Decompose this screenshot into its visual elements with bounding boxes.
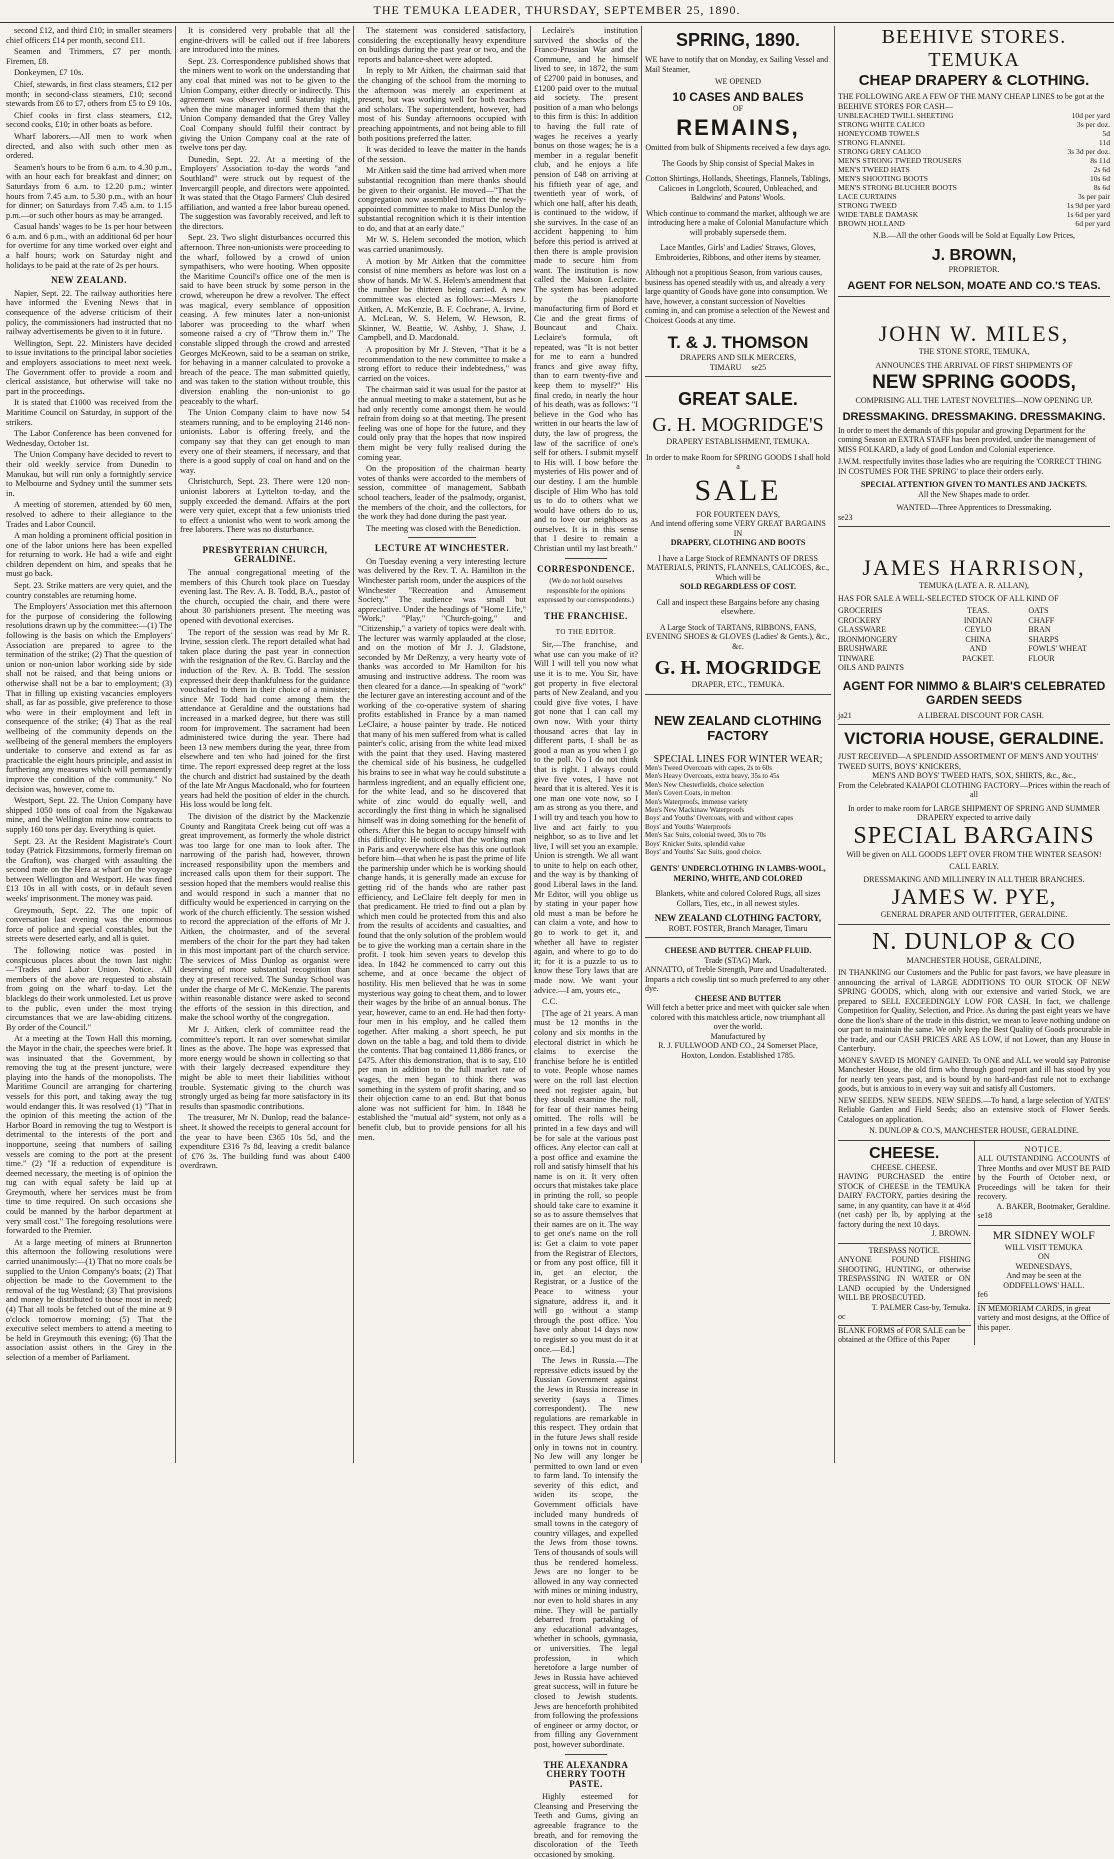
miles-jwm: J.W.M. respectfully invites those ladies who are requiring the 'CORRECT THING IN COSTUMES FOR THE SPRING' to place their orders early. — [838, 457, 1102, 476]
miles-comprising: COMPRISING ALL THE LATEST NOVELTIES—NOW OPENING UP. — [855, 396, 1093, 405]
goods-item: OILS AND PAINTS — [838, 663, 904, 672]
annatto-trade: Trade (STAG) Mark. — [704, 955, 772, 965]
wolf-day: WEDNESDAYS, — [1015, 1261, 1072, 1271]
col1-nz — [6, 289, 172, 1363]
nzcf-special: SPECIAL LINES FOR WINTER WEAR; — [653, 753, 823, 765]
miles-name: JOHN W. MILES, — [878, 321, 1070, 346]
col2-news — [180, 26, 350, 535]
notice-code: se18 — [977, 1211, 993, 1220]
item-name: BROWN HOLLAND — [838, 219, 905, 228]
spring-goods: The Goods by Ship consist of Special Makes in — [662, 158, 814, 168]
article-paragraph: At a large meeting of miners at Brunnerton this afternoon the following resolutions were carried unanimously:—(1) That no more coals be supplied to the Union Company's boats; (2) That objection be made to the Government to the removal of the tug Westland; (3) That provisions and money be distributed to those most in need; (4) That all tools be fetched out of the mine at 9 o'clock tomorrow morning; (5) That the executive select members to attend a meeting to be held in Greymouth this evening; (6) That the association assist others in the Grey in the selection of a member of Parliament. — [6, 1237, 172, 1362]
article-paragraph: The Union Company have decided to revert to their old weekly service from Dunedin to Manukau, but will run only a fortnightly service to Melbourne and Sydney until the summer sets in. — [6, 450, 172, 498]
divider — [408, 537, 475, 538]
nzcf-title: NEW ZEALAND CLOTHING FACTORY — [654, 712, 822, 743]
sale-dept: DRAPERY, CLOTHING AND BOOTS — [670, 538, 806, 547]
tea-item: PACKET. — [962, 653, 994, 663]
dunlop-name: N. DUNLOP & CO — [872, 928, 1076, 955]
divider — [565, 1754, 607, 1755]
column-3 — [358, 26, 526, 1463]
sale-word: SALE — [694, 473, 782, 507]
ad-wolf — [978, 1225, 1111, 1300]
tea-item: TEAS. — [967, 606, 990, 615]
clothing-line-item: Men's New Mackinaw Waterproofs — [645, 806, 745, 815]
sale-firm: G. H. MOGRIDGE'S — [652, 414, 824, 436]
victoria-mens: MEN'S AND BOYS' TWEED HATS, SOX, SHIRTS, &c., &c., — [872, 771, 1076, 780]
blank-forms: BLANK FORMS of FOR SALE can be obtained at the Office of this Paper — [838, 1325, 971, 1345]
miles-store: THE STONE STORE, TEMUKA, — [918, 347, 1030, 356]
annatto-firm: R. J. FULLWOOD AND CO., 24 Somerset Place, Hoxton, London. Established 1785. — [658, 1041, 818, 1060]
article-paragraph: The Employers' Association met this afternoon for the purpose of considering the following resolutions drawn up by the committee:—(1) The following is the basis on which the Employers' Association are prepared to agree to the termination of the strike; (2) That the question of union or non-union labor working side by side shall not be raised, and that being unions or otherwise shall not be a bar to employment; (3) That in filling up existing vacancies employers shall, as far as possible, give preference to those who were in their employment and left in consequence of the strike; (4) That as the real wellbeing of the community depends on the wellbeing of the general members the employers undertake to conserve and extend as far as practicable the eight hours principle, and assist in furthering any measures which will permanently improve the condition of the community." No decision was, however, come to. — [6, 602, 172, 794]
miles-special: SPECIAL ATTENTION GIVEN TO MANTLES AND JACKETS. — [860, 480, 1088, 489]
price-row — [838, 147, 1110, 156]
price-row — [838, 219, 1110, 228]
article-paragraph: Chief cooks in first class steamers, £12, second cooks, £10; in other boats as before. — [6, 110, 172, 130]
nzcf-blankets: Blankets, white and colored Colored Rugs, all sizes Collars, Ties, etc., in all newest styles. — [655, 889, 821, 908]
beehive-nb: N.B.—All the other Goods will be Sold at Equally Low Prices, — [873, 231, 1075, 240]
article-paragraph: Chief, stewards, in first class steamers, £12 per month; in second-class steamers, £10; second stewards from £6 to £7, others from £5 to £9 10s. — [6, 79, 172, 109]
miles-spring: NEW SPRING GOODS, — [872, 372, 1076, 393]
harrison-agent: AGENT FOR NIMMO & BLAIR'S CELEBRATED GARDEN SEEDS — [842, 678, 1106, 707]
article-paragraph: Sept. 23. Strike matters are very quiet, and the country constables are returning home. — [6, 581, 172, 600]
col4-jews — [534, 1356, 638, 1749]
cheese-sub: CHEESE. CHEESE. — [871, 1162, 938, 1172]
spring-list: Cotton Shirtings, Hollands, Sheetings, Flannels, Tablings, Calicoes in Longcloth, Scoured, Unbleached, and Baldwins' and Patons' Wools. — [645, 174, 831, 202]
miles-shapes: All the New Shapes made to order. — [918, 489, 1030, 499]
nzcf-underclothing: GENTS' UNDERCLOTHING IN LAMBS-WOOL, MERINO, WHITE, AND COLORED — [650, 864, 826, 883]
nzcf-lines — [645, 764, 831, 856]
article-paragraph: A meeting of storemen, attended by 60 men, resolved to adhere to their allegiance to the Trades and Labor Council. — [6, 500, 172, 529]
cheese-sign: J. BROWN. — [931, 1229, 971, 1238]
miles-code: se23 — [838, 512, 853, 522]
cheese-body: HAVING PURCHASED the entire STOCK of CHEESE in the TEMUKA DAIRY FACTORY, parties desiring the same, in any quantity, can have it at 4½d (net cash) per lb, by applying at the factory during the next 10 days. — [838, 1172, 971, 1229]
clothing-line-item: Men's Waterproofs, immense variety — [645, 797, 748, 806]
notice-sign: A. BAKER, Bootmaker, Geraldine. — [996, 1201, 1110, 1211]
dunlop-house: MANCHESTER HOUSE, GERALDINE, — [906, 955, 1042, 965]
item-name: STRONG FLANNEL — [838, 138, 905, 147]
letter-paragraph: Sir,—The franchise, and what use can you make of it? Will I will tell you now what use it is to me. You Sir, have got property in five electoral parts of New Zealand, and you could give five votes, I have got none that I can call my own now. With your thirty thousand acres that lay in different parts, I shall be as good a man as you when I go to the poll. No I do not think that is right. I always could give five votes, I have not heard that it is altered. Yes it is one man one vote now, so I am as strong as you there, and I will try and teach you how to live and act fairly to you neighbor, so as to live and let live, I will set you an example. Union is strength. We all want to unite to help on each other, and the way is by thanking of good Liberal laws in the land. Mr Editor, will you oblige us by stating in your paper how old must a man be before he can claim a vote, and how to go to work to get it, and whether all have to register again, and where to go to do it; for it is a puzzle to us to know these Tory laws that are made now. We want your advice.—I am, yours etc., — [534, 640, 638, 995]
article-paragraph: Wellington, Sept. 22. Ministers have decided to issue invitations to the principal labor societies and employers associations to meet next week. The Government offer to provide a room and clerical assistance, but otherwise will take no part in the proceedings. — [6, 338, 172, 396]
article-paragraph: The annual congregational meeting of the members of this Church took place on Tuesday evening last. The Rev. A. B. Todd, B.A., pastor of the church, occupied the chair, and there were about 30 parishioners present. The meeting was opened with devotional exercises. — [180, 568, 350, 626]
sale-firm2: G. H. MOGRIDGE — [654, 657, 822, 679]
article-paragraph: Casual hands' wages to be 1s per hour between 6 a.m. and 6 p.m., with an additional 6d per hour for overtime for any time worked over eight and a half hours; work on Saturday night and holidays to be paid at the rate of 2s per hours. — [6, 222, 172, 270]
price-row — [838, 165, 1110, 174]
clothing-line-item: Boys' and Youths' Sac Suits, good choice. — [645, 848, 762, 857]
victoria-dress: DRESSMAKING AND MILLINERY IN ALL THEIR BRANCHES. — [863, 874, 1085, 884]
ad-great-sale — [645, 389, 831, 695]
tea-item: CHINA — [965, 634, 991, 644]
correspondence-note: (We do not hold ourselves responsible for the opinions expressed by our correspondents.) — [538, 577, 634, 605]
notice-title: NOTICE. — [1024, 1144, 1063, 1154]
ad-cheese-butter — [645, 946, 831, 1060]
item-price: 3s per doz. — [1076, 120, 1110, 129]
spring-of: OF — [732, 103, 744, 113]
correspondence-heading: CORRESPONDENCE. — [537, 563, 635, 574]
col3-church — [358, 26, 526, 533]
annatto-head: CHEESE AND BUTTER. CHEAP FLUID. — [664, 946, 812, 956]
goods-item: FOWLS' WHEAT — [1028, 644, 1087, 653]
goods-item: SHARPS — [1028, 634, 1059, 644]
price-row — [838, 138, 1110, 147]
article-paragraph: Leclaire's institution survived the shocks of the Franco-Prussian War and the Commune, and he himself lived to see, in 1872, the sum of £2700 paid in bonuses, and £1200 paid over to the mutual aid society. The present position of a man who belongs to this firm is this: In addition to having the full rate of wages he receives a yearly bonus on those wages; he is a member in a regular benefit club, and he enjoys a life pension of £48 on arriving at his fiftieth year of age, and twentieth year of work, of which one half, after his death, is continued to the widow, if she survives. In the case of an accident happening to him before this period is arrived at then there is ample provision made to secure him from want. The institution is now called the Maison Leclaire. The system has been adopted by the pianoforte manufacturing firm of Bord et Cie and the great firms of Bouncaut and Chaix. Leclaire's formula, oft repeated, was "It is not better for me to earn a hundred francs and give away fifty, than to earn twenty-five and keep them to myself?" His final credo, in nearly the hour of his death, was as follows: "I believe in the God who has written in our hearts the law of duty, the law of progress, the law of the sacrifice of one's self for others. I submit myself to His will. I bow before the mysteries of His power and of our destiny. I am the humble disciple of Him Who has told us to do to others what we would have others do to us, and to love our neighbors as ourselves. It is in this sense that I desire to remain a Christian until my last breath." — [534, 26, 638, 554]
wolf-code: fe6 — [977, 1290, 988, 1299]
article-paragraph: Wharf laborers.—All men to work when directed, and also with such other men as ordered. — [6, 131, 172, 161]
pye-name: JAMES W. PYE, — [891, 884, 1057, 909]
price-row — [838, 129, 1110, 138]
item-price: 10d per yard — [1071, 111, 1110, 120]
item-price: 8s 6d — [1093, 183, 1110, 192]
article-paragraph: A man holding a prominent official position in one of the labor unions here has been expelled for returning to work. He had a wife and eight children dependent on him, and speaks that he must go back. — [6, 531, 172, 579]
dunlop-sign: N. DUNLOP & CO.'S, MANCHESTER HOUSE, GERALDINE. — [869, 1126, 1079, 1135]
trespass-code: oc — [838, 1312, 846, 1321]
col3-lecture — [358, 557, 526, 1142]
nzcf-manager: ROBT. FOSTER, Branch Manager, Timaru — [668, 923, 808, 933]
harrison-intro: HAS FOR SALE A WELL-SELECTED STOCK OF ALL KIND OF — [838, 593, 1059, 603]
item-name: STRONG GREY CALICO — [838, 147, 921, 156]
goods-item: BRAN — [1028, 625, 1051, 634]
goods-item: FLOUR — [1028, 653, 1055, 663]
spring-opened: WE OPENED — [715, 77, 761, 86]
article-paragraph: The following notice was posted in conspicuous places about the town last night:—"Trades and Labor Union. Notice. All members of the above are requested to abstain from going on the wharf to-day. Let the blacklegs do their work unmolested. Let us prove to the public, even under the most trying circumstances that we are law-abiding citizens. By order of the Council." — [6, 946, 172, 1032]
column-rule — [641, 26, 642, 1463]
victoria-call: CALL EARLY. — [949, 862, 999, 871]
thomson-town-text: TIMARU — [709, 362, 742, 372]
spring-although: Although not a propitious Season, from various causes, business has opened steadily with us, and already a very large quantity of Goods have gone into consumption. We have, however, a constant succession of Novelties coming in, and can promise a selection of the Newest and Choicest Goods at any time. — [645, 268, 830, 325]
price-row — [838, 120, 1110, 129]
letter-paragraph: [The age of 21 years. A man must be 12 months in the colony and six months in the electoral district in which he claims to exercise the franchise before he is entitled to vote. People whose names were on the roll last election need not register again, but they should examine the roll, for fear of their names being omitted. The rolls will be printed in a few days and will be for sale at the various post offices. Any elector can call at a post office and examine the roll and satisfy himself that his name is on it. It very often occurs that mistakes take place in printing the roll, so people should take care to examine it so as to assure themselves that their names are on it. The way to get one's name on the roll is: Get a claim to vote paper from the Registrar of Electors, or from any post office, fill it in, get an elector, the Registrar, or a Justice of the Peace to witness your signature, address it, and it will go without a stamp through the post office. You have only about 14 days now to register so you must do it at once.—Ed.] — [534, 1008, 638, 1354]
item-name: MEN'S STRONG TWEED TROUSERS — [838, 156, 962, 165]
item-price: 3s 3d per doz. — [1067, 147, 1110, 156]
col4-leclaire — [534, 26, 638, 554]
item-price: 11d — [1098, 138, 1110, 147]
item-name: MEN'S SHOOTING BOOTS — [838, 174, 928, 183]
item-name: STRONG TWEED — [838, 201, 897, 210]
sale-which: Which will be — [715, 572, 761, 582]
memoriam-cards: IN MEMORIAM CARDS, in great variety and most designs, at the Office of this paper. — [977, 1303, 1110, 1332]
ad-nz-clothing — [645, 713, 831, 939]
col1-top — [6, 26, 172, 270]
harrison-right-list — [1028, 606, 1110, 673]
beehive-intro: THE FOLLOWING ARE A FEW OF THE MANY CHEAP LINES to be got at the BEEHIVE STORES FOR CASH— — [838, 92, 1105, 111]
divider — [231, 539, 299, 540]
dunlop-body: IN THANKING our Customers and the Public for past favors, we have pleasure in announcing the arrival of LARGE ADDITIONS TO OUR STOCK OF NEW SPRING GOODS, which, along with our extensive and varied Stock, we are prepared to SELL EXCEEDINGLY LOW FOR CASH. In fact, we challenge Competition for Quality, Selection, and Price. As during the past eight years we have done the lion's share of the trade in this district, we mean to leave nothing undone on our part to maintain the same. We only keep the Best Quality of Goods procurable in the trade, and our CASH PRICES ARE AS LOW, if not Lower, than any House in Canterbury. — [838, 968, 1110, 1053]
item-price: 8s 11d — [1090, 156, 1110, 165]
wolf-visit: WILL VISIT TEMUKA — [1004, 1242, 1083, 1252]
price-row — [838, 210, 1110, 219]
ad-spring — [645, 30, 831, 377]
item-price: 5d — [1102, 129, 1110, 138]
col2-church — [180, 568, 350, 1171]
beehive-title: BEEHIVE STORES. TEMUKA — [881, 26, 1067, 71]
lecture-heading: LECTURE AT WINCHESTER. — [374, 543, 510, 554]
miles-dress: DRESSMAKING. DRESSMAKING. DRESSMAKING. — [842, 410, 1106, 423]
beehive-sub: CHEAP DRAPERY & CLOTHING. — [858, 72, 1090, 89]
article-paragraph: Mr Aitken said the time had arrived when more substantial recognition than mere thanks should be given to their organist. He moved—"That the congregation now assembled instruct the newly-appointed committee to make to Miss Dunlop the substantial recognition which it is their intention to do, and that at an early date." — [358, 166, 526, 233]
item-name: MEN'S TWEED HATS — [838, 165, 910, 174]
spring-intro: WE have to notify that on Monday, ex Sailing Vessel and Mail Steamer, — [645, 55, 829, 74]
ad-trespass — [838, 1243, 971, 1322]
clothing-line-item: Men's Heavy Overcoats, extra heavy, 35s to 45s — [645, 772, 780, 781]
harrison-tea-list — [933, 606, 1023, 673]
price-row — [838, 201, 1110, 210]
victoria-bargains: SPECIAL BARGAINS — [853, 822, 1095, 849]
item-price: 3s per pair — [1077, 192, 1110, 201]
goods-item: GLASSWARE — [838, 625, 887, 634]
thomson-code: se25 — [751, 362, 767, 372]
harrison-left-list — [838, 606, 928, 673]
article-paragraph: Napier, Sept. 22. The railway authorities here have informed the Evening News that in consequence of the adverse criticism of their policy, the commissioners had instructed that no railway advertisements be given to it in future. — [6, 288, 172, 337]
spring-title: SPRING, 1890. — [675, 30, 801, 50]
item-price: 6d per yard — [1075, 219, 1110, 228]
annatto-ren: CHEESE AND BUTTER — [694, 993, 782, 1003]
article-paragraph: It is considered very probable that all the engine-drivers will be called out if free laborers are introduced into the mines. — [180, 26, 350, 55]
article-paragraph: At a meeting at the Town Hall this morning, the Mayor in the chair, the speeches were brief. It was insinuated that the Government, by removing the tug at the present juncture, were playing into the hands of the monopolists. The Maritime Council are arranging for chartering vessels for this port, and taking away the tug would endanger this. It was resolved (1) "That in the opinion of this meeting the action of the Harbor Board in removing the tug to Westport is detrimental to the interests of the port and inopportune, seeing that numbers of sailing vessels are coming to the port at the present time." (2) "If a reduction of expenditure is deemed necessary, the meeting is of opinion the tug can with equal safety be laid up at Greymouth, where her services must be from time to time required. On such occasions she could be manned by the harbor department at very small cost." The foregoing resolutions were forwarded to the Premier. — [6, 1034, 172, 1236]
item-price: 2s 6d — [1093, 165, 1110, 174]
sale-sub2: DRAPER, ETC., TEMUKA. — [691, 680, 785, 689]
dunlop-money: MONEY SAVED IS MONEY GAINED. To ONE and ALL we would say Patronise Manchester House, the old firm who through good report and ill has stood by you for nearly ten years past, and is bound by no hard-and-fast rule not to exchange goods, but is anxious to in every way suit and satisfy all Customers. — [838, 1055, 1110, 1093]
price-row — [838, 174, 1110, 183]
article-paragraph: Seamen's hours to be from 6 a.m. to 4.30 p.m., with an hour each for breakfast and dinner; on Saturdays from 6 a.m. to 12.20 p.m.; winter hours from 7.45 a.m. to 5.30 p.m., with an hour for dinner; on Saturdays from 7.45 a.m. to 1.15 p.m.—or such other hours as may be arranged. — [6, 162, 172, 220]
article-paragraph: On the proposition of the chairman hearty votes of thanks were accorded to the members of session, committee of management, Sabbath school teachers, leader of the psalmody, organist, the members of the choir, and the collectors, for the work they had done during the past year. — [358, 464, 526, 522]
wolf-on: ON — [1037, 1252, 1050, 1261]
beehive-prop: PROPRIETOR. — [948, 264, 1000, 274]
ad-column-5 — [645, 26, 831, 1463]
clothing-line-item: Men's New Chesterfields, choice selection — [645, 780, 764, 789]
clothing-line-item: Boys' and Youths' Waterproofs — [645, 822, 731, 831]
column-1 — [6, 26, 172, 1463]
item-price: 1s 9d per yard — [1066, 201, 1110, 210]
harrison-code: ja21 — [838, 710, 852, 720]
wolf-seen: And may be seen at the — [1006, 1271, 1082, 1280]
article-paragraph: On Tuesday evening a very interesting lecture was delivered by the Rev. T. A. Hamilton in the Winchester parish room, under the auspices of the Winchester "Recreation and Amusement Society." The audience was small but appreciative. Under the headings of "Home Life," "Work," "Play," "Church-going," and "Citizenship," a variety of topics were dealt with. The lecturer was warmly applauded at the close, and on the motion of Mr J. J. Gladstone, seconded by Mr DeRenzy, a very hearty vote of thanks was accorded to Mr Hamilton for his amusing and instructive address. The room was then cleared for a dance.—In speaking of "work" the lecturer gave an interesting account and of the working of the co-operative system of sharing profits established in France by a man named LeClaire, a house painter by trade. He noticed that many of his men suffered from what is called painter's colic, arising from the white lead mixed with the paint that they used. Having mastered the chemical side of his business, he cudgelled his brains to see in what way he could substitute a harmless ingredient, and an equally efficient one, for the white lead, and so he discovered that white of zinc would do equally well, and accordingly the first thing in which he signalised himself was in doing something for the benefit of others. After this he began to occupy himself with this difficulty: He noticed that the working man in Paris and everywhere else has this one outlook before him—that when he is past the prime of life the partnership under which he is working should change hands, it is generally made an excuse for getting rid of the hands who are rather past efficiency, and LeClaire felt deeply for men in that predicament. He tried to find out a plan by which men could be protected from this and also from the results of accidents and casualties, and found that the only solution of the problem would be to give the working man a certain share in the profit. I took him seven years to develop this idea. In 1842 he commenced to carry out this scheme, and at once became the object of hostility. His men believed that he was in some mysterious way going to cheat them, and to lower their wages by the bribe of an annual bonus. The year, however, came to an end. He had then forty-four men in his employ, and he called them together. After making a short speech, he put down on the table a bag, and told them to divide the contents. That bag contained 11,886 francs, or £475. After this demonstration, that is to say, £10 per man in addition to the full market rate of wages, the men began to think there was something in the system of profit sharing, and so their objection came to an end. But that bonus alone was not sufficient for him. In 1848 he established the "mutual aid" system, not only as a benefit club, but to provide pensions for all his men. — [358, 556, 526, 1142]
item-name: MEN'S STRONG BLUCHER BOOTS — [838, 183, 957, 192]
miles-wanted: WANTED—Three Apprentices to Dressmaking. — [896, 503, 1052, 512]
item-name: HONEYCOMB TOWELS — [838, 129, 920, 138]
to-the-editor: TO THE EDITOR. — [555, 627, 617, 636]
cherry-text: Highly esteemed for Cleansing and Preserving the Teeth and Gums, giving an agreeable fragrance to the breath, and for removing the discoloration of the Teeth occasioned by smoking. — [534, 1792, 638, 1859]
ad-harrison — [838, 555, 1110, 725]
col4-franchise — [534, 640, 638, 1354]
nz-heading: NEW ZEALAND. — [51, 275, 127, 286]
miles-order: In order to meet the demands of this popular and growing Department for the coming Season an EXTRA STAFF has been provided, under the management of MISS FOLKARD, a lady of good London and Colonial experience. — [838, 425, 1096, 454]
article-paragraph: It is stated that £1000 was received from the Maritime Council on Saturday, in support of the strikers. — [6, 398, 172, 427]
tea-item: INDIAN — [963, 615, 993, 625]
ad-victoria — [838, 729, 1110, 925]
sale-title: GREAT SALE. — [678, 389, 798, 409]
ad-column-6 — [838, 26, 1110, 1463]
harrison-goods — [838, 606, 1110, 673]
miles-announces: ANNOUNCES THE ARRIVAL OF FIRST SHIPMENTS OF — [875, 360, 1073, 370]
article-paragraph: Christchurch, Sept. 23. There were 120 non-unionist laborers at Lyttelton to-day, and the supply exceeded the demand. Affairs at the port were very quiet, except that a few unionists tried to effect a unionist who went to work among the free laborers. There was no disturbance. — [180, 477, 350, 535]
column-rule — [175, 26, 176, 1463]
ad-dunlop — [838, 929, 1110, 1141]
cheese-title: CHEESE. — [869, 1144, 940, 1162]
sale-stock: I have a Large Stock of REMNANTS OF DRESS MATERIALS, PRINTS, FLANNELS, CALICOES, &c., — [646, 553, 830, 572]
cherry-heading: THE ALEXANDRA CHERRY TOOTH PASTE. — [543, 1759, 629, 1789]
ad-miles — [838, 321, 1110, 527]
ad-beehive — [838, 26, 1110, 297]
victoria-received: JUST RECEIVED—A SPLENDID ASSORTMENT OF MEN'S AND YOUTHS' TWEED SUITS, BOYS' KNICKERS, — [838, 752, 1099, 771]
clothing-line-item: Boys' and Youths' Overcoats, with and without capes — [645, 814, 794, 823]
victoria-from: From the Celebrated KAIAPOI CLOTHING FACTORY—Prices within the reach of all — [838, 780, 1110, 799]
pye-sub: GENERAL DRAPER AND OUTFITTER, GERALDINE. — [880, 910, 1068, 919]
price-row — [838, 192, 1110, 201]
article-paragraph: A proposition by Mr J. Steven, "That it be a recommendation to the new committee to make a strong effort to reduce their indebtedness," was carried on the voices. — [358, 345, 526, 383]
beehive-owner: J. BROWN, — [931, 246, 1017, 264]
church-heading: PRESBYTERIAN CHURCH, GERALDINE. — [202, 544, 328, 565]
article-paragraph: Sept. 23. Correspondence published shows that the miners went to work on the understanding that any coal that mined was not to be given to the Union Company, either directly or indirectly. This agreement was observed until Saturday night, when the mine manager informed them that the Union Company demanded that the Grey Valley Coal Company should fulfil their contract by giving the Union Company coal at the rate of twelve tons per day. — [180, 56, 350, 153]
column-rule — [353, 26, 354, 1463]
goods-item: GROCERIES — [838, 606, 883, 615]
divider — [565, 558, 607, 559]
sale-large: A Large Stock of TARTANS, RIBBONS, FANS, EVENING SHOES & GLOVES (Ladies' & Gents.), &c., &c. — [646, 622, 830, 651]
sale-fortnight: FOR FOURTEEN DAYS, — [696, 509, 780, 519]
masthead: THE TEMUKA LEADER, THURSDAY, SEPTEMBER 25, 1890. — [0, 0, 1114, 23]
victoria-order: In order to make room for LARGE SHIPMENT OF SPRING AND SUMMER DRAPERY expected to arrive daily — [847, 803, 1101, 822]
thomson-name: T. & J. THOMSON — [667, 333, 809, 352]
harrison-addr: TEMUKA (LATE A. R. ALLAN), — [919, 581, 1029, 590]
article-paragraph: The chairman said it was usual for the pastor at the annual meeting to make a statement, but as he had only recently come amongst them he would refrain from doing so at that meeting. The present feeling was one of hope for the future, and they could only pray that the hopes that now inspired them might be very fully realised during the coming year. — [358, 385, 526, 462]
beehive-agent: AGENT FOR NELSON, MOATE AND CO.'S TEAS. — [847, 280, 1101, 292]
article-paragraph: The Jews in Russia.—The repressive edicts issued by the Russian Government against the Jews in Russia increase in severity (says a Times correspondent). The new regulations are remarkable in this respect. They ordain that in the future Jews shall reside only in towns not in country. No Jew will any longer be permitted to own land or even to farm land. To intensify the severity of this edict, and widen its scope, the Government officials have included many hundreds of small towns in the category of country villages, and expelled the Jews from those towns. Tens of thousands of souls will thus be rendered homeless. Jews are no longer to be allowed in any way connected with mines or mining industry, nor even to hold shares in any mine. They will be partially debarred from partaking of any educational advantages, whether in schools, gymnasia, or universities. The legal profession, in which heretofore a large number of Jews in Russia have achieved great success, will in future be closed to Jewish students. Jews are henceforth prohibited from following the professions of engineer or army doctor, or from filling any Government post, however subordinate. — [534, 1356, 638, 1749]
item-name: LACE CURTAINS — [838, 192, 897, 201]
wolf-name: MR SIDNEY WOLF — [992, 1227, 1095, 1242]
clothing-line-item: Men's Sac Suits, colonial tweed, 30s to 70s — [645, 831, 766, 840]
victoria-title: VICTORIA HOUSE, GERALDINE. — [844, 729, 1104, 748]
article-paragraph: In reply to Mr Aitken, the chairman said that the changing of the school from the morning to the afternoon was merely an experiment at present, but was working well for both teachers and scholars. The superintendent, however, had most of his Sunday afternoons occupied with preaching appointments, and not being able to fill both positions preferred the latter. — [358, 66, 526, 143]
spring-lace: Lace Mantles, Girls' and Ladies' Straws, Gloves, Embroideries, Ribbons, and other items by steamer. — [655, 243, 821, 262]
sale-sub: DRAPERY ESTABLISHMENT, TEMUKA. — [666, 437, 810, 446]
tea-item: AND — [969, 644, 987, 653]
wolf-hall: ODDFELLOWS' HALL. — [1003, 1280, 1085, 1290]
harrison-footer — [838, 711, 1110, 721]
article-paragraph: The division of the district by the Mackenzie County and Rangitata Creek being cut off was a great improvement, as formerly the whole district was too large for one man to look after. The narrowing of the parish had, however, thrown increased responsibility upon the members and increased calls upon them for their support. The session hoped that the members would realise this and would respond in such a manner that no difficulty would be experienced in carrying on the work of the church efficiently. The session wished to record the appreciation of the efforts of Mr J. Aitken, the choirmaster, and of the several members of the choir for the part they had taken in this most important part of the church service. The services of Miss Dunlop as organist were deserving of more substantial recognition than they at present received. The Sunday School was under the charge of Mr C. McKenzie. The parents within reasonable distance were asked to second the efforts of the session in this direction, and make the school worthy of the congregation. — [180, 811, 350, 1023]
article-paragraph: Seamen and Trimmers, £7 per month. Firemen, £8. — [6, 47, 172, 66]
harrison-name: JAMES HARRISON, — [862, 555, 1086, 580]
article-paragraph: Sept. 23. At the Resident Magistrate's Court today (Patrick Fitzsimmons, formerly fireman on the Grafton), was charged with assaulting the second mate on the Hera at wharf on the voyage between Wellington and Westport. He was fined £13 10s in all with costs, or in default seven weeks' imprisonment. The money was paid. — [6, 836, 172, 904]
item-price: 1s 6d per yard — [1066, 210, 1110, 219]
spring-which: Which continue to command the market, although we are introducing here a make of Colonial Manufacture which will probably supersede them. — [646, 208, 830, 237]
price-row — [838, 156, 1110, 165]
letter-paragraph: C.C. — [542, 997, 558, 1007]
annatto-text: ANNATTO, of Treble Strength, Pure and Unadulterated. Imparts a rich cowslip tint so much preferred to any other dye. — [645, 965, 830, 994]
article-paragraph: Greymouth, Sept. 22. The one topic of conversation last evening was the enormous force of police and special constables, but the streets were deserted early, and all is quiet. — [6, 905, 172, 944]
article-paragraph: The meeting was closed with the Benediction. — [366, 523, 521, 533]
article-paragraph: A motion by Mr Aitken that the committee consist of nine members as before was lost on a show of hands. Mr W. S. Helem's amendment that the number be thirteen being carried. A new committee was elected as follows:—Messrs J. Aitken, A. McKenzie, B. F. Cochrane, A. Irvine, A. McLean, W. S. Helem, W. Hewson, R. Skinner, W. Beattie, W. Ashby, J. Shaw, J. Campbell, and D. Macdonald. — [358, 256, 526, 343]
annatto-maker: Manufactured by — [710, 1031, 766, 1041]
goods-item: TINWARE — [838, 653, 874, 663]
dunlop-seeds: NEW SEEDS. NEW SEEDS. NEW SEEDS.—To hand, a large selection of YATES' Reliable Garden and Field Seeds; also an extensive stock of Flower Seeds. Catalogues on application. — [838, 1095, 1110, 1124]
trespass-sign: T. PALMER Cass-by, Temuka. — [871, 1302, 971, 1312]
article-paragraph: Mr J. Aitken, clerk of committee read the committee's report. It ran over somewhat similar lines as the above. The hope was expressed that more energy would be shown in collecting so that with their largely decreased expenditure they might be able to meet their liabilities without trouble. Systematic giving to the church was strongly urged as being far more satisfactory in its results than spasmodic contributions. — [180, 1024, 350, 1111]
franchise-heading: THE FRANCHISE. — [544, 611, 628, 622]
column-2 — [180, 26, 350, 1463]
article-paragraph: It was decided to leave the matter in the hands of the session. — [358, 145, 526, 164]
spring-cases: 10 CASES AND BALES — [672, 89, 804, 104]
clothing-line-item: Men's Covert Coats, in melton — [645, 789, 731, 798]
sale-sold: SOLD REGARDLESS OF COST. — [679, 582, 797, 591]
article-paragraph: Donkeymen, £7 10s. — [14, 68, 84, 78]
price-row — [838, 183, 1110, 192]
sale-intro: In order to make Room for SPRING GOODS I shall hold a — [646, 452, 830, 471]
article-paragraph: The report of the session was read by Mr R. Irvine, session clerk. The report detailed what had taken place during the past year in connection with the resignation of the Rev. G. Barclay and the induction of the Rev. A. B. Todd. The session expressed their deep thankfulness for the guidance vouchsafed to them in their choice of a minister; since Mr Todd had come among them the attendance at Geraldine and the outstations had increased in a marked degree, but there was still room for improvement. The sacrament had been administered twice during the year. There had been 13 new members during the year, three from elsewhere and ten who had joined for the first time. The report expressed deep regret at the loss the church and district had sustained by the death of the late Mr Angus Macdonald, who for fourteen years had held the position of elder in the church. His loss would be long felt. — [180, 627, 350, 810]
sale-offer: And intend offering some VERY GREAT BARGAINS — [650, 519, 826, 528]
item-name: WIDE TABLE DAMASK — [838, 210, 919, 219]
nzcf-title2: NEW ZEALAND CLOTHING FACTORY, — [654, 913, 822, 924]
clothing-line-item: Men's Tweed Overcoats with capes, 2s to 60s — [645, 764, 773, 772]
ad-grid-bottom — [838, 1141, 1110, 1345]
article-paragraph: Dunedin, Sept. 22. At a meeting of the Employers' Association to-day the words "and Southland" were struck out by request of the Invercargill people, and directors were appointed. It was stated that the Otago Farmers' Club desired affiliation, and wanted a free labor bureau opened. The suggestion was favorably received, and left to the directors. — [180, 154, 350, 231]
clothing-line-item: Boys' Knicker Suits, splendid value — [645, 839, 745, 848]
victoria-given: Will be given on ALL GOODS LEFT OVER FROM THE WINTER SEASON! — [846, 849, 1102, 859]
article-paragraph: Westport, Sept. 22. The Union Company have shipped 1050 tons of coal from the Ngakawau mine, and the Wellington mine now contracts to supply 160 tons per day. Everything is quiet. — [6, 796, 172, 834]
goods-item: CHAFF — [1028, 615, 1055, 625]
column-4 — [534, 26, 638, 1859]
harrison-discount: A LIBERAL DISCOUNT FOR CASH. — [917, 710, 1044, 720]
trespass-title: TRESPASS NOTICE. — [868, 1245, 940, 1255]
article-paragraph: The Labor Conference has been convened for Wednesday, October 1st. — [6, 429, 172, 448]
goods-item: CROCKERY — [838, 615, 882, 625]
spring-omitted: Omitted from bulk of Shipments received a few days ago. — [645, 143, 831, 152]
ad-notice — [975, 1141, 1111, 1345]
trespass-body: ANYONE FOUND FISHING SHOOTING, HUNTING, or otherwise TRESPASSING IN WATER or ON LAND occupied by the Undersigned WILL BE PROSECUTED. — [838, 1255, 971, 1302]
goods-item: IRONMONGERY — [838, 634, 898, 644]
article-paragraph: second £12, and third £10; in smaller steamers chief officers £14 per month, second £11. — [6, 26, 172, 45]
ad-cheese — [838, 1141, 975, 1345]
beehive-price-list — [838, 111, 1110, 228]
article-paragraph: The statement was considered satisfactory, considering the exceptionally heavy expenditure on buildings during the past year or two, and the reports and balance-sheet were adopted. — [358, 26, 526, 64]
item-name: STRONG WHITE CALICO — [838, 120, 925, 129]
article-paragraph: Sept. 23. Two slight disturbances occurred this afternoon. Three non-unionists were proceeding to the wharf, followed by a crowd of union sympathisers, who were hooting. When opposite the Maritime Council's office one of the men is said to have been struck by some person in the crowd, whereupon he drew a revolver. The effect was magical, every semblance of opposition ceasing. A few minutes later a non-unionist laborer was proceeding to the wharf when someone raised a cry of "Throw them in." The constable slipped through the crowd and arrested Georges McKeown, said to be a seaman on strike, for behaving in a manner calculated to provoke a breach of the peace. The man submitted quietly, and was taken to the station without trouble, this diversion enabling the non-unionist to go peaceably to the wharf. — [180, 233, 350, 406]
sale-in: IN — [733, 528, 743, 538]
article-paragraph: The treasurer, Mr N. Dunlop, read the balance-sheet. It showed the receipts to general account for the year to have been £365 10s 5d, and the expenditure £316 7s 8d, leaving a credit balance of £76 3s. The building fund was about £400 overdrawn. — [180, 1113, 350, 1171]
spring-remains: REMAINS, — [676, 115, 800, 140]
thomson-sub: DRAPERS AND SILK MERCERS, — [679, 353, 797, 362]
price-row — [838, 111, 1110, 120]
sale-call: Call and inspect these Bargains before any chasing elsewhere. — [656, 597, 820, 616]
column-rule — [530, 26, 531, 1463]
notice-body: ALL OUTSTANDING ACCOUNTS of Three Months and over MUST BE PAID by the Fourth of October next, or Proceedings will be taken for their recovery. — [977, 1154, 1110, 1201]
article-paragraph: The Union Company claim to have now 54 steamers running, and to be employing 2146 non-unionists. Labor is offering freely, and the company say that they can get enough to man every one of their steamers, if necessary, and that there is a good supply of coal on hand and on the way. — [180, 408, 350, 475]
article-paragraph: Mr W. S. Helem seconded the motion, which was carried unanimously. — [358, 235, 526, 255]
goods-item: BRUSHWARE — [838, 644, 888, 653]
goods-item: OATS — [1028, 606, 1049, 615]
column-rule — [834, 26, 835, 1463]
item-price: 10s 6d — [1089, 174, 1110, 183]
annatto-rennet: Will fetch a better price and meet with quicker sale when colored with this matchless article, now triumphant all over the world. — [646, 1003, 830, 1032]
thomson-town — [645, 363, 831, 373]
item-name: UNBLEACHED TWILL SHEETING — [838, 111, 954, 120]
tea-item: CEYLO — [964, 625, 992, 634]
